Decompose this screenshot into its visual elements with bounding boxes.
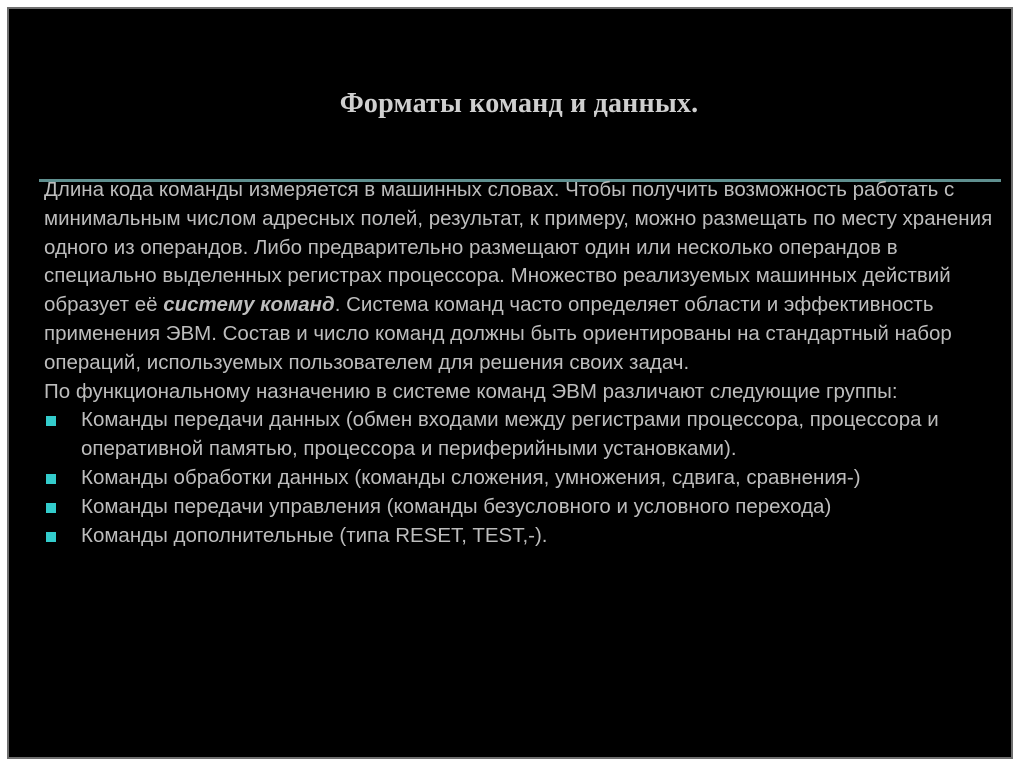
list-item-text: Команды обработки данных (команды сложения, умножения, сдвига, сравнения-): [81, 465, 861, 489]
square-bullet-icon: [46, 503, 56, 513]
list-item-text: Команды дополнительные (типа RESET, TEST,-).: [81, 523, 548, 547]
list-item: [44, 406, 1004, 464]
intro-emphasis: систему команд: [163, 293, 335, 317]
square-bullet-icon: [46, 532, 56, 542]
list-item: [44, 493, 1004, 522]
groups-intro-paragraph: По функциональному назначению в системе команд ЭВМ различают следующие группы:: [44, 379, 898, 403]
slide-title: Форматы команд и данных.: [339, 88, 699, 119]
list-item-text: Команды передачи данных (обмен входами между регистрами процессора, процессора и оперативной памятью, процессора и периферийными установками).: [81, 408, 939, 461]
intro-text-part2: . Система команд часто определяет области и эффективность применения ЭВМ. Состав и число команд должны быть ориентированы на стандартный набор операций, используемых пользователем для решения своих задач.: [44, 293, 952, 374]
list-item: [44, 522, 1004, 551]
command-groups-list: [44, 406, 1004, 550]
square-bullet-icon: [46, 474, 56, 484]
slide: [7, 7, 1013, 759]
intro-text-part1: Длина кода команды измеряется в машинных словах. Чтобы получить возможность работать с минимальным числом адресных полей, результат, к примеру, можно размещать по месту хранения одного из операндов. Либо предварительно размещают один или несколько операндов в специально выделенных регистрах процессора. Множество реализуемых машинных действий образует её: [44, 178, 993, 317]
list-item-text: Команды передачи управления (команды безусловного и условного перехода): [81, 494, 832, 518]
list-item: [44, 464, 1004, 493]
slide-body: [44, 176, 1004, 550]
intro-paragraph: [44, 176, 1004, 378]
square-bullet-icon: [46, 416, 56, 426]
